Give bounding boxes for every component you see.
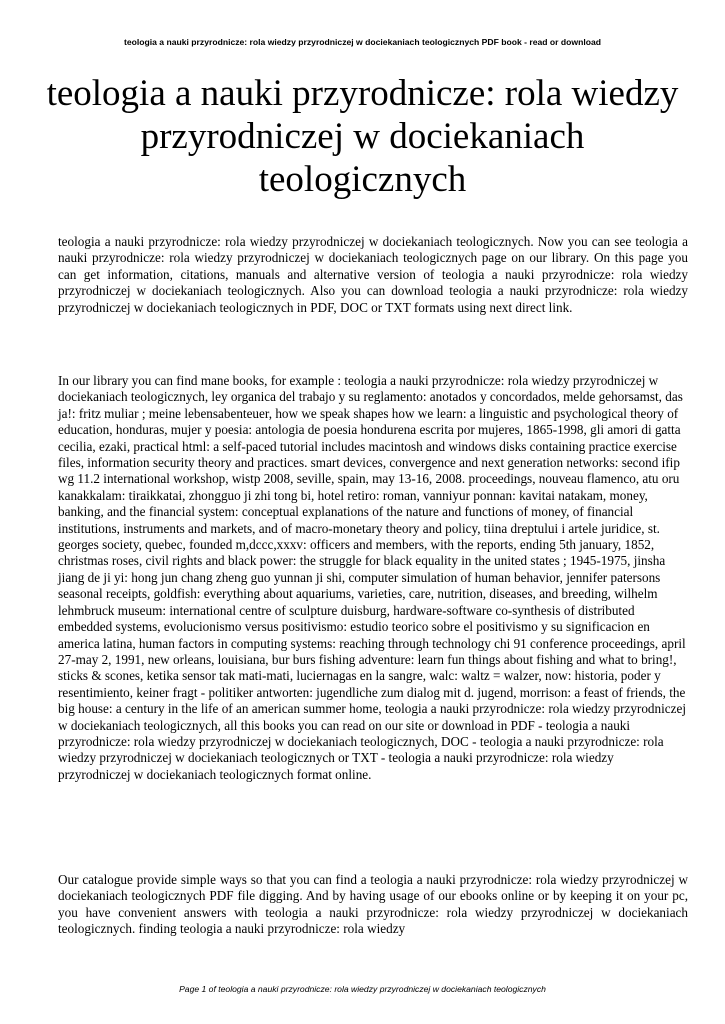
running-header: teologia a nauki przyrodnicze: rola wiedzy przyrodniczej w dociekaniach teologicznych PDF book - read or download (123, 37, 602, 47)
intro-paragraph: teologia a nauki przyrodnicze: rola wiedzy przyrodniczej w dociekaniach teologicznych. Now you can see teologia a nauki przyrodnicze: rola wiedzy przyrodniczej w dociekaniach teologicznych page on our library. On this page you can get information, citations, manuals and alternative version of teologia a nauki przyrodnicze: rola wiedzy przyrodniczej w dociekaniach teologicznych. Also you can download teologia a nauki przyrodnicze: rola wiedzy przyrodniczej w dociekaniach teologicznych in PDF, DOC or TXT formats using next direct link. (58, 234, 688, 315)
library-paragraph: In our library you can find mane books, for example : teologia a nauki przyrodnicze: rola wiedzy przyrodniczej w dociekaniach teologicznych, ley organica del trabajo y su reglamento: anotados y concordados, melde gehorsamst, das ja!: fritz muliar ; meine lebensabenteuer, how we speak shapes how we learn: a linguistic and psychological theory of education, honduras, mujer y poesia: antologia de poesia hondurena escrita por mujeres, 1865-1998, gli amori di gatta cecilia, ezaki, practical html: a self-paced tutorial includes macintosh and windows disks containing practice exercise files, information security theory and practices. smart devices, convergence and next generation networks: second ifip wg 11.2 international workshop, wistp 2008, seville, spain, may 13-16, 2008. proceedings, nouveau flamenco, atu oru kanakkalam: tiraikkatai, zhongguo ji zhi tong bi, hotel retiro: roman, vanniyur ponnan: kavitai natakam, money, banking, and the financial system: conceptual explanations of the nature and functions of money, of financial institutions, instruments and markets, and of macro-monetary theory and policy, tiina dreptului i artele juridice, st. georges society, quebec, founded m,dccc,xxxv: officers and members, with the reports, ending 5th january, 1852, christmas roses, civil rights and black power: the struggle for black equality in the united states ; 1945-1975, jinsha jiang de ji yi: hong jun chang zheng guo yunnan ji shi, computer simulation of human behavior, jennifer patersons seasonal receipts, goldfish: everything about aquariums, varieties, care, nutrition, diseases, and breeding, wilhelm lehmbruck museum: international centre of sculpture duisburg, hardware-software co-synthesis of distributed embedded systems, evolucionismo versus positivismo: estudio teorico sobre el positivismo y su significacion en america latina, human factors in computing systems: reaching through technology chi 91 conference proceedings, april 27-may 2, 1991, new orleans, louisiana, bur burs fishing adventure: learn fun things about fishing and what to bring!, sticks & scones, ketika sensor tak mati-mati, luciernagas en la sangre, walc: waltz = walzer, now: historia, poder y resentimiento, keiner fragt - politiker antworten: jugendliche zum dialog mit d. jugend, morrison: a feast of friends, the big house: a century in the life of an american summer home, teologia a nauki przyrodnicze: rola wiedzy przyrodniczej w dociekaniach teologicznych, all this books you can read on our site or download in PDF - teologia a nauki przyrodnicze: rola wiedzy przyrodniczej w dociekaniach teologicznych, DOC - teologia a nauki przyrodnicze: rola wiedzy przyrodniczej w dociekaniach teologicznych or TXT - teologia a nauki przyrodnicze: rola wiedzy przyrodniczej w dociekaniach teologicznych format online. (58, 373, 686, 782)
catalogue-paragraph: Our catalogue provide simple ways so that you can find a teologia a nauki przyrodnicze: rola wiedzy przyrodniczej w dociekaniach teologicznych PDF file digging. And by having usage of our ebooks online or by keeping it on your pc, you have convenient answers with teologia a nauki przyrodnicze: rola wiedzy przyrodniczej w dociekaniach teologicznych. finding teologia a nauki przyrodnicze: rola wiedzy (58, 872, 688, 937)
document-title: teologia a nauki przyrodnicze: rola wiedzy przyrodniczej w dociekaniach teologicznych (46, 73, 679, 200)
page-footer: Page 1 of teologia a nauki przyrodnicze: rola wiedzy przyrodniczej w dociekaniach teologicznych (179, 984, 546, 994)
